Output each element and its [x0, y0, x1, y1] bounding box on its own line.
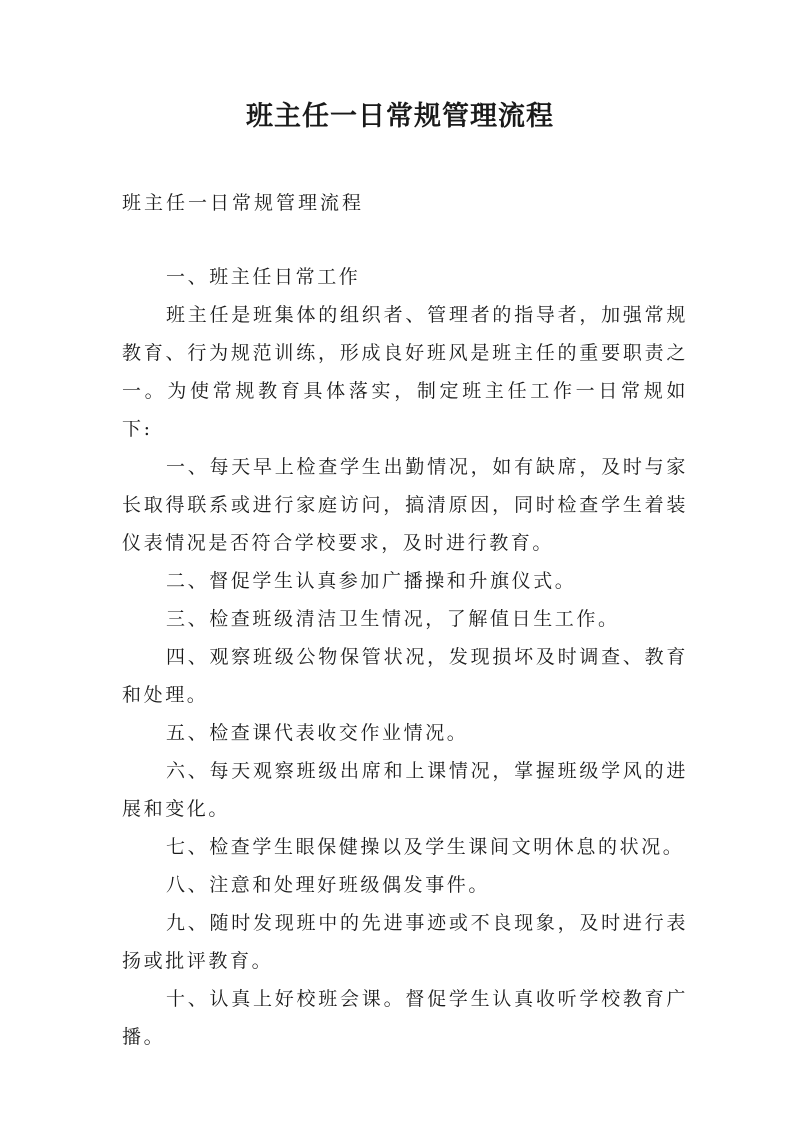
- document-body: [122, 258, 688, 1056]
- list-item: 二、督促学生认真参加广播操和升旗仪式。: [166, 570, 577, 592]
- list-item: 七、检查学生眼保健操以及学生课间文明休息的状况。: [166, 836, 685, 858]
- list-item: 一、每天早上检查学生出勤情况，如有缺席，及时与家长取得联系或进行家庭访问，搞清原因，同时检查学生着装仪表情况是否符合学校要求，及时进行教育。: [122, 456, 688, 554]
- list-item: 五、检查课代表收交作业情况。: [166, 722, 469, 744]
- list-item: 十、认真上好校班会课。督促学生认真收听学校教育广播。: [122, 988, 688, 1048]
- section-heading: 一、班主任日常工作: [166, 266, 361, 288]
- document-subtitle: 班主任一日常规管理流程: [122, 192, 365, 214]
- list-item: 八、注意和处理好班级偶发事件。: [166, 874, 491, 896]
- intro-paragraph: 班主任是班集体的组织者、管理者的指导者，加强常规教育、行为规范训练，形成良好班风是班主任的重要职责之一。为使常规教育具体落实，制定班主任工作一日常规如下:: [122, 304, 688, 440]
- list-item: 九、随时发现班中的先进事迹或不良现象，及时进行表扬或批评教育。: [122, 912, 688, 972]
- document-title: 班主任一日常规管理流程: [246, 101, 554, 132]
- list-item: 六、每天观察班级出席和上课情况，掌握班级学风的进展和变化。: [122, 760, 688, 820]
- list-item: 四、观察班级公物保管状况，发现损坏及时调查、教育和处理。: [122, 646, 688, 706]
- list-item: 三、检查班级清洁卫生情况，了解值日生工作。: [166, 608, 620, 630]
